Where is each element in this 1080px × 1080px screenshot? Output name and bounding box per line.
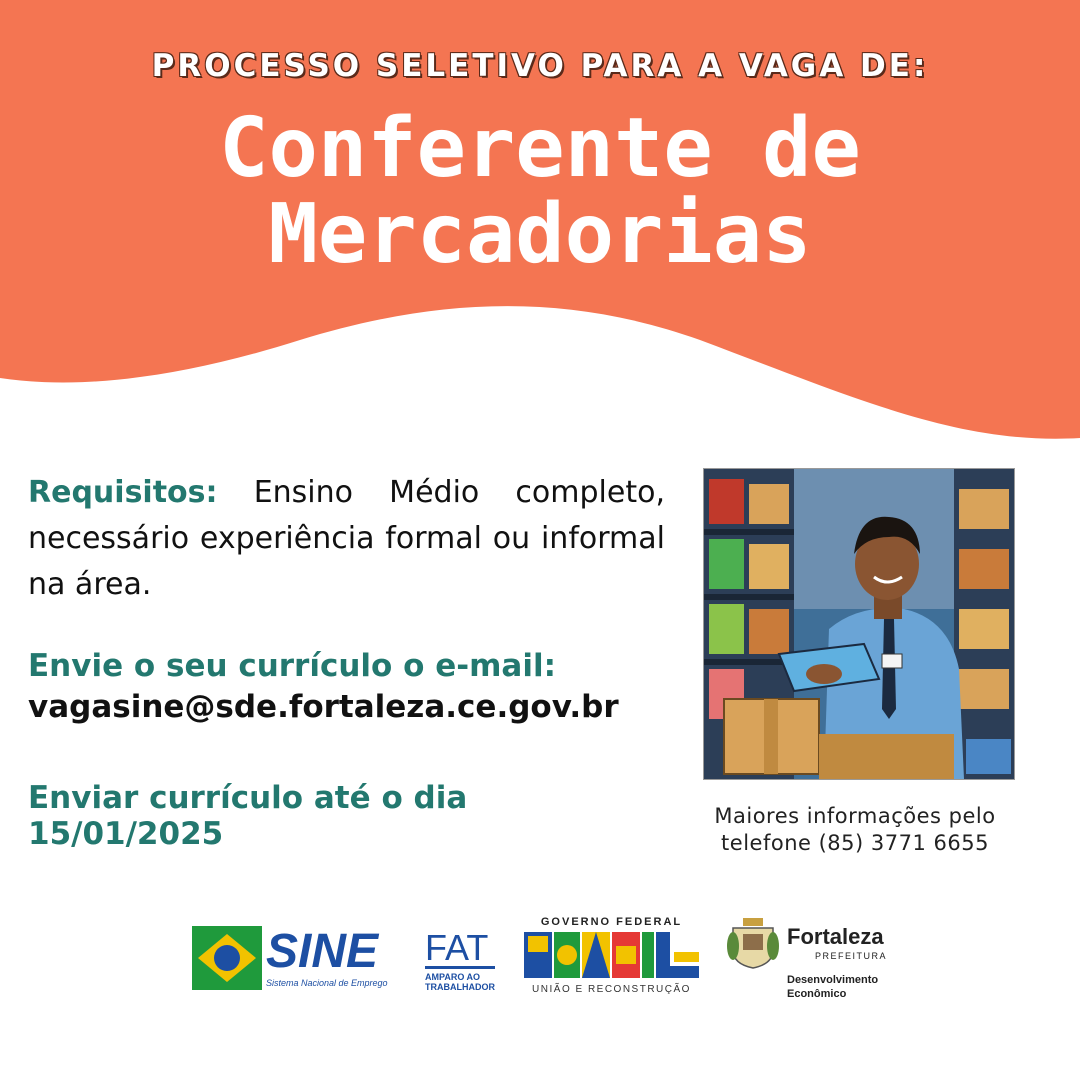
logos-row: [0, 912, 1080, 1012]
governo-federal-logo: [524, 916, 699, 1006]
fortaleza-dept2: Econômico: [787, 988, 847, 1000]
pre-title: PROCESSO SELETIVO PARA A VAGA DE:: [151, 48, 929, 84]
governo-top: GOVERNO FEDERAL: [540, 916, 683, 928]
requirements: [28, 470, 665, 608]
fortaleza-coat-of-arms-icon: [725, 916, 781, 970]
contact-phone: telefone (85) 3771 6655: [721, 831, 989, 855]
fat-name: FAT: [425, 930, 495, 969]
sine-name: SINE: [266, 925, 379, 978]
fat-line2: TRABALHADOR: [425, 982, 495, 992]
contact-line1: Maiores informações pelo: [714, 804, 996, 828]
fortaleza-sub: PREFEITURA: [815, 951, 888, 961]
sine-logo: [192, 926, 392, 996]
fortaleza-dept1: Desenvolvimento: [787, 974, 879, 986]
sine-subtitle: Sistema Nacional de Emprego: [266, 978, 388, 988]
governo-bottom: UNIÃO E RECONSTRUÇÃO: [532, 984, 691, 995]
brasil-wordmark-icon: [524, 932, 699, 978]
sine-flag-icon: [192, 926, 262, 990]
send-resume-label: Envie o seu currículo o e-mail:: [28, 648, 556, 684]
fat-logo: [425, 927, 495, 1000]
job-details: [28, 470, 665, 852]
fortaleza-logo: [725, 916, 900, 1008]
warehouse-worker-illustration: [703, 468, 1015, 780]
requirements-text: Ensino Médio completo, necessário experiência formal ou informal na área.: [28, 475, 665, 602]
job-title: [0, 101, 1080, 282]
job-title-line1: Conferente de: [219, 101, 861, 196]
requirements-label: Requisitos:: [28, 475, 218, 510]
job-title-line2: Mercadorias: [268, 187, 812, 282]
fat-line1: AMPARO AO: [425, 972, 480, 982]
deadline: Enviar currículo até o dia 15/01/2025: [28, 780, 468, 852]
email-link[interactable]: vagasine@sde.fortaleza.ce.gov.br: [28, 689, 619, 725]
fortaleza-name: Fortaleza: [787, 924, 884, 949]
contact-info: [680, 803, 1030, 857]
